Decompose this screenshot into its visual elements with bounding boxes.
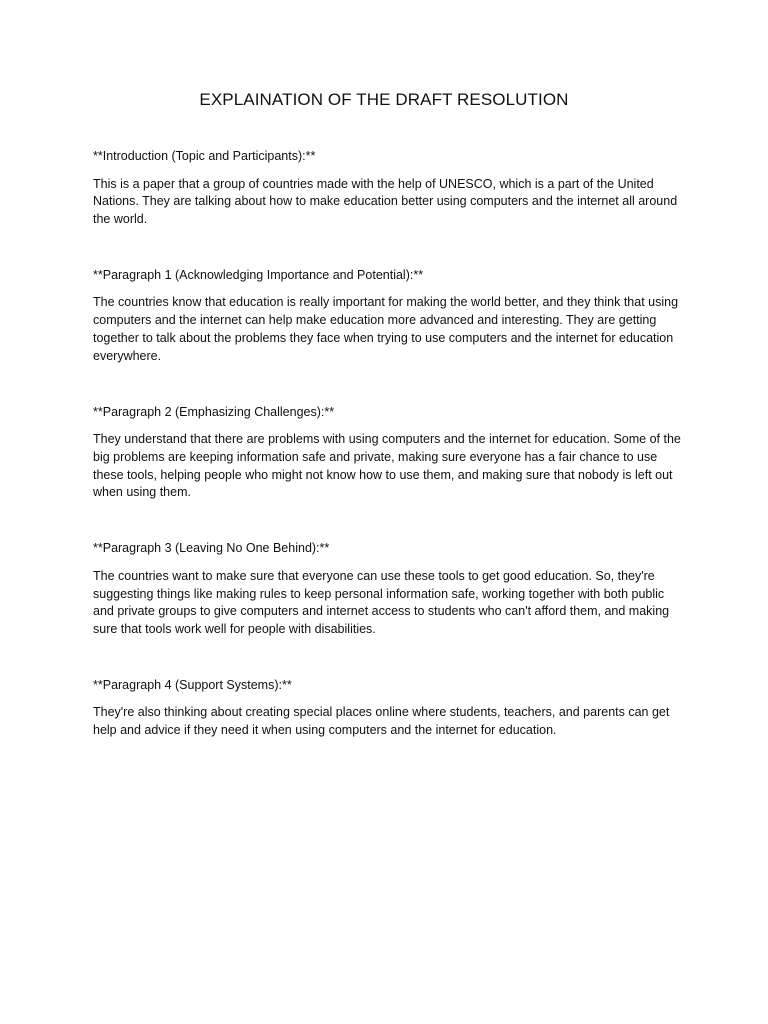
section-paragraph: This is a paper that a group of countries made with the help of UNESCO, which is a part of the United Nations. They are talking about how to make education better using computers and the internet all around the world. xyxy=(93,176,678,227)
section-paragraph: They understand that there are problems with using computers and the internet for education. Some of the big problems are keeping information safe and private, making sure everyone has a fair chance to use these tools, helping people who might not know how to use them, and making sure that nobody is left out when using them. xyxy=(93,432,681,500)
section-heading: **Paragraph 1 (Acknowledging Importance and Potential):** xyxy=(93,267,424,282)
section-paragraph: The countries want to make sure that everyone can use these tools to get good education. So, they're suggesting things like making rules to keep personal information safe, working together with both public and private groups to give computers and internet access to students who can't afford them, and making sure that tools work well for people with disabilities. xyxy=(93,568,670,637)
section-heading: **Paragraph 4 (Support Systems):** xyxy=(93,677,292,692)
document-body xyxy=(93,148,683,778)
section-heading: **Introduction (Topic and Participants):** xyxy=(93,149,316,163)
section-paragraph-2 xyxy=(93,404,683,503)
section-paragraph-3 xyxy=(93,540,683,639)
section-paragraph: They're also thinking about creating special places online where students, teachers, and parents can get help and advice if they need it when using computers and the internet for education. xyxy=(93,705,670,738)
section-heading: **Paragraph 2 (Emphasizing Challenges):** xyxy=(93,404,335,419)
section-paragraph-1 xyxy=(93,267,683,366)
document-title: EXPLAINATION OF THE DRAFT RESOLUTION xyxy=(199,90,569,109)
section-paragraph: The countries know that education is really important for making the world better, and they think that using computers and the internet can help make education more advanced and interesting. They are getting together to talk about the problems they face when trying to use computers and the internet for education everywhere. xyxy=(93,295,679,363)
section-paragraph-4 xyxy=(93,677,683,740)
section-introduction xyxy=(93,148,683,229)
section-heading: **Paragraph 3 (Leaving No One Behind):** xyxy=(93,541,330,556)
